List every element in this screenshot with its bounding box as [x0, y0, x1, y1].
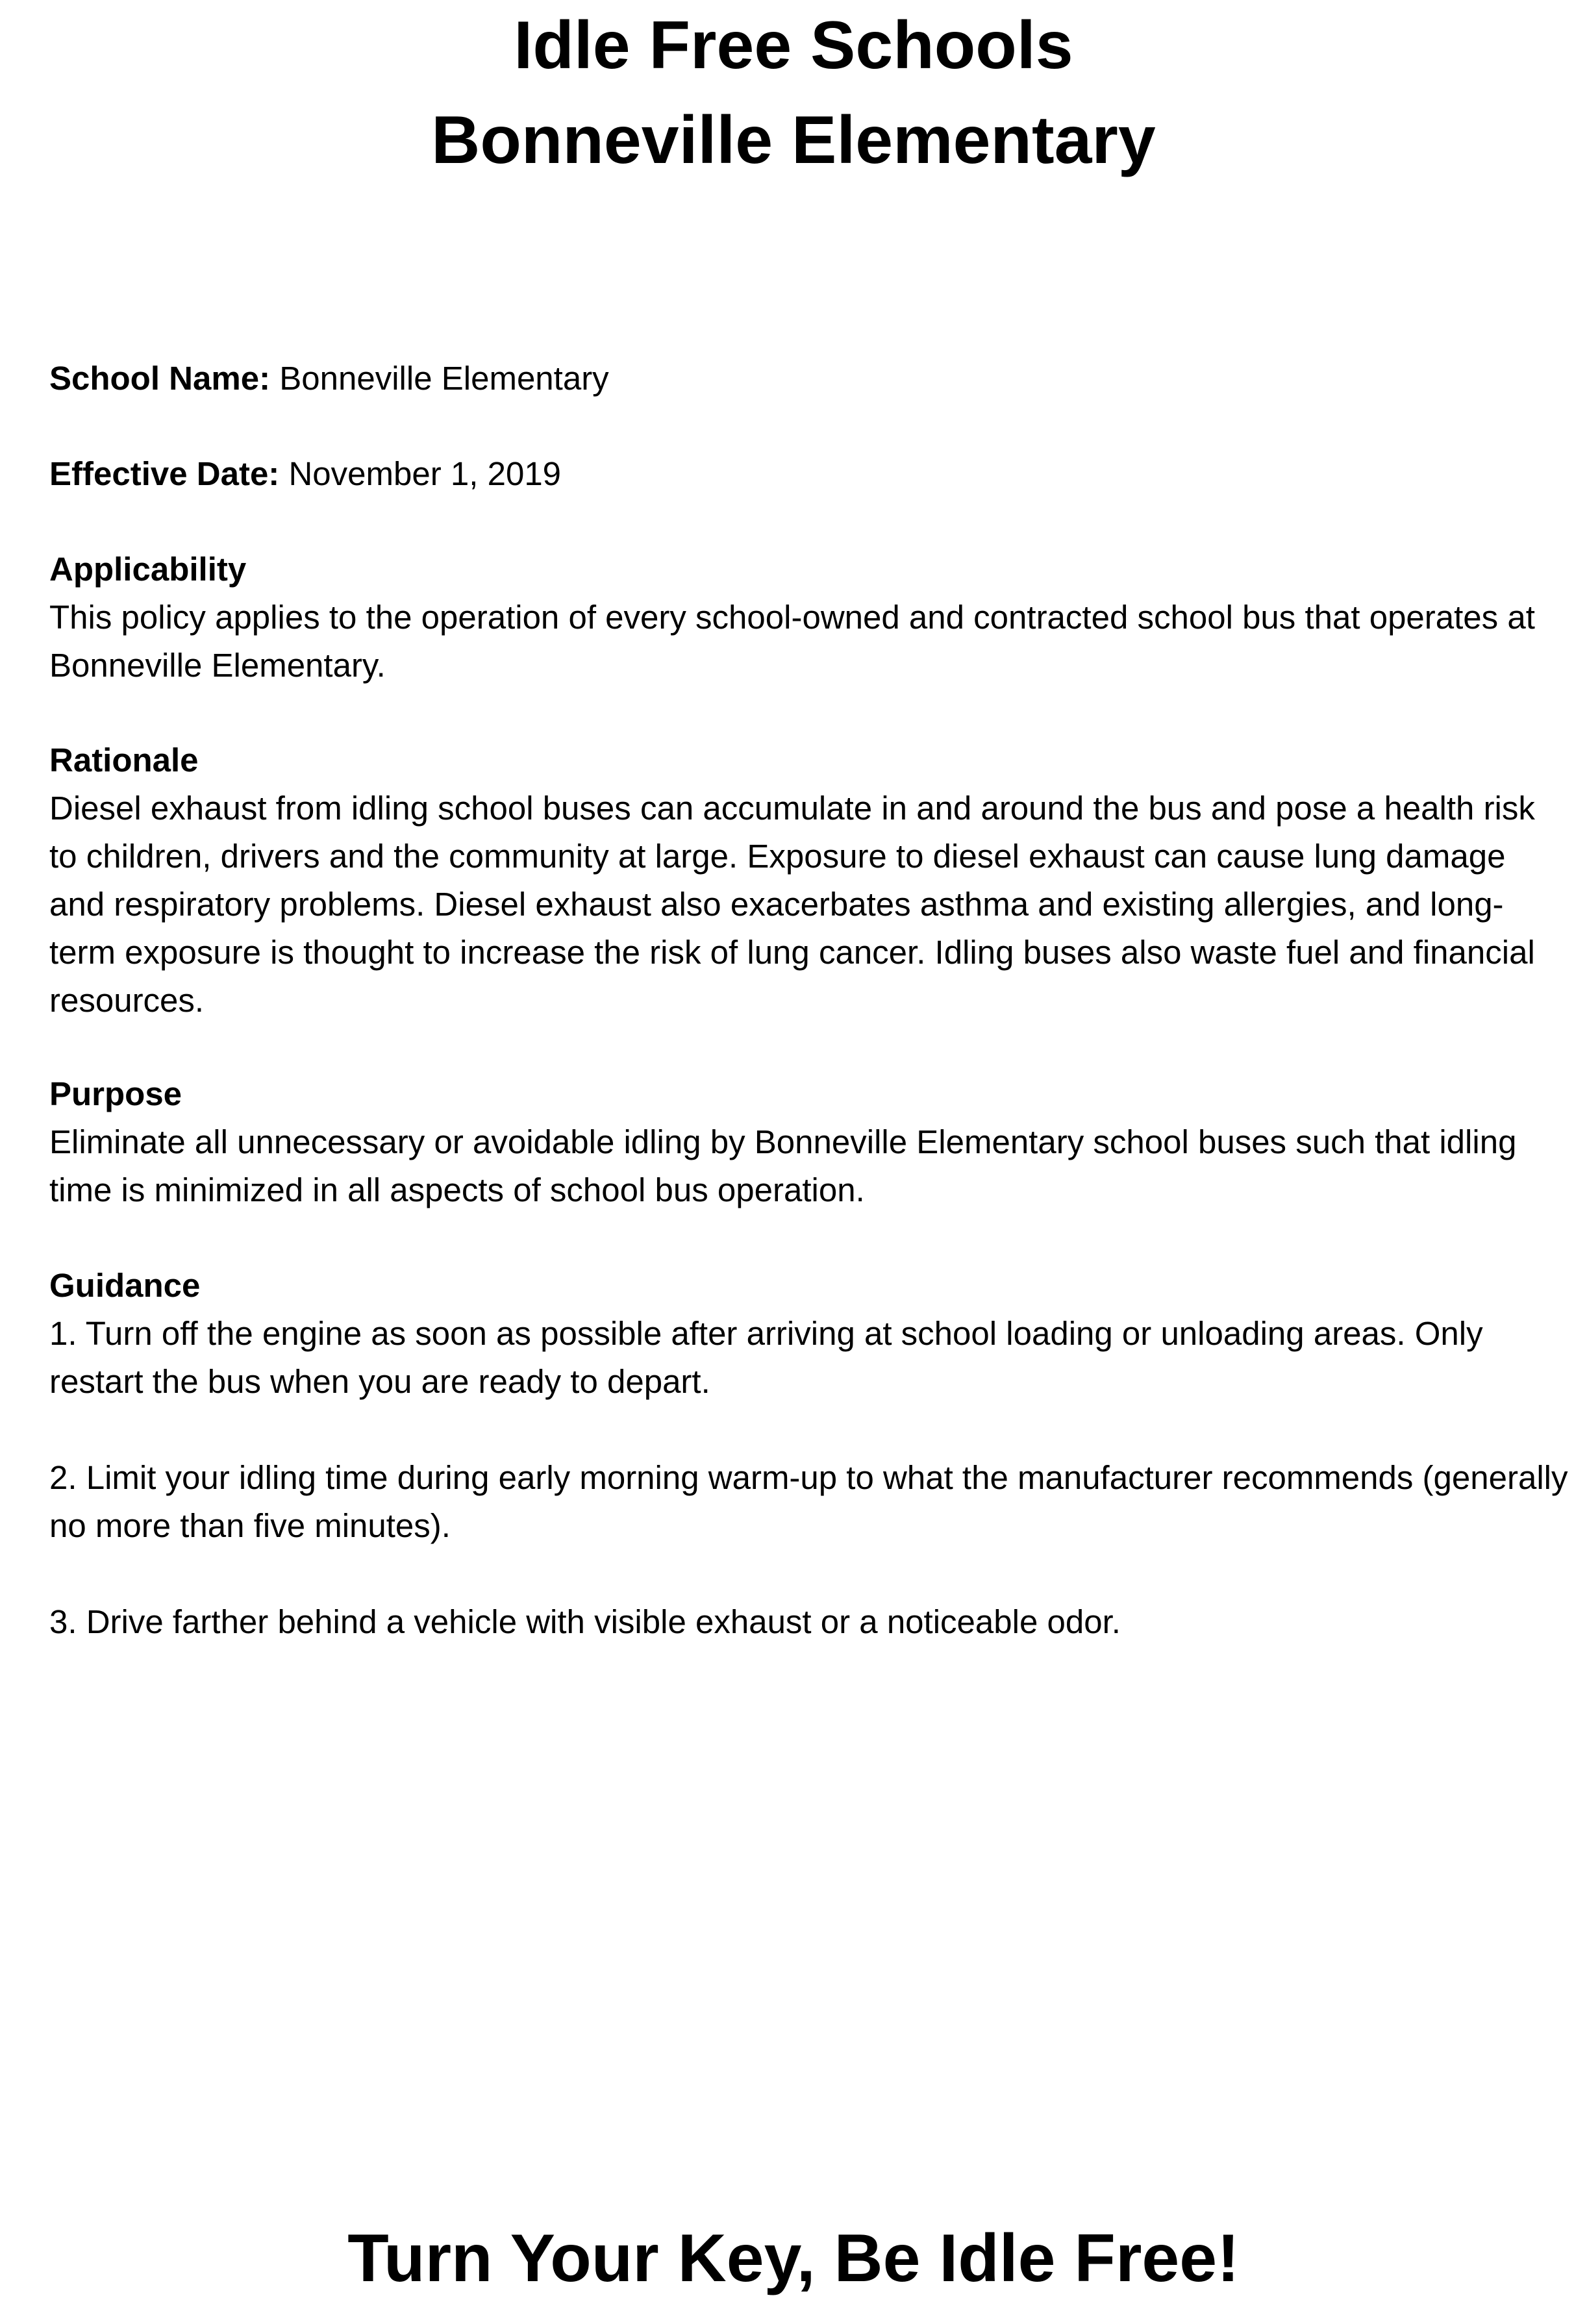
guidance-item-2: 2. Limit your idling time during early morning warm-up to what the manufacturer recommends (generally no more than five minutes). — [49, 1459, 1568, 1544]
school-name-value: Bonneville Elementary — [270, 360, 609, 397]
applicability-text: This policy applies to the operation of every school-owned and contracted school bus that operates at Bonneville Elementary. — [49, 599, 1535, 684]
effective-date-field — [49, 450, 561, 498]
page-title: Idle Free Schools — [514, 8, 1073, 83]
effective-date-value: November 1, 2019 — [279, 455, 562, 492]
rationale-heading: Rationale — [49, 742, 199, 779]
guidance-item-1: 1. Turn off the engine as soon as possible after arriving at school loading or unloading areas. Only restart the bus when you are ready to depart. — [49, 1315, 1483, 1400]
applicability-section — [49, 545, 1569, 690]
rationale-section — [49, 736, 1569, 1025]
rationale-text: Diesel exhaust from idling school buses can accumulate in and around the bus and pose a health risk to children, drivers and the community at large. Exposure to diesel exhaust can cause lung damage and respiratory problems. Diesel exhaust also exacerbates asthma and existing allergies, and long-term exposure is thought to increase the risk of lung cancer. Idling buses also waste fuel and financial resources. — [49, 790, 1535, 1019]
effective-date-label: Effective Date: — [49, 455, 280, 492]
purpose-heading: Purpose — [49, 1075, 182, 1112]
footer-slogan: Turn Your Key, Be Idle Free! — [347, 2221, 1240, 2296]
guidance-item-3: 3. Drive farther behind a vehicle with visible exhaust or a noticeable odor. — [49, 1603, 1121, 1640]
purpose-section — [49, 1070, 1569, 1214]
applicability-heading: Applicability — [49, 551, 247, 588]
purpose-text: Eliminate all unnecessary or avoidable idling by Bonneville Elementary school buses such that idling time is minimized in all aspects of school bus operation. — [49, 1123, 1517, 1208]
page-subtitle: Bonneville Elementary — [431, 103, 1156, 178]
guidance-heading: Guidance — [49, 1267, 201, 1304]
school-name-field — [49, 355, 609, 403]
guidance-section — [49, 1262, 1569, 1646]
school-name-label: School Name: — [49, 360, 271, 397]
